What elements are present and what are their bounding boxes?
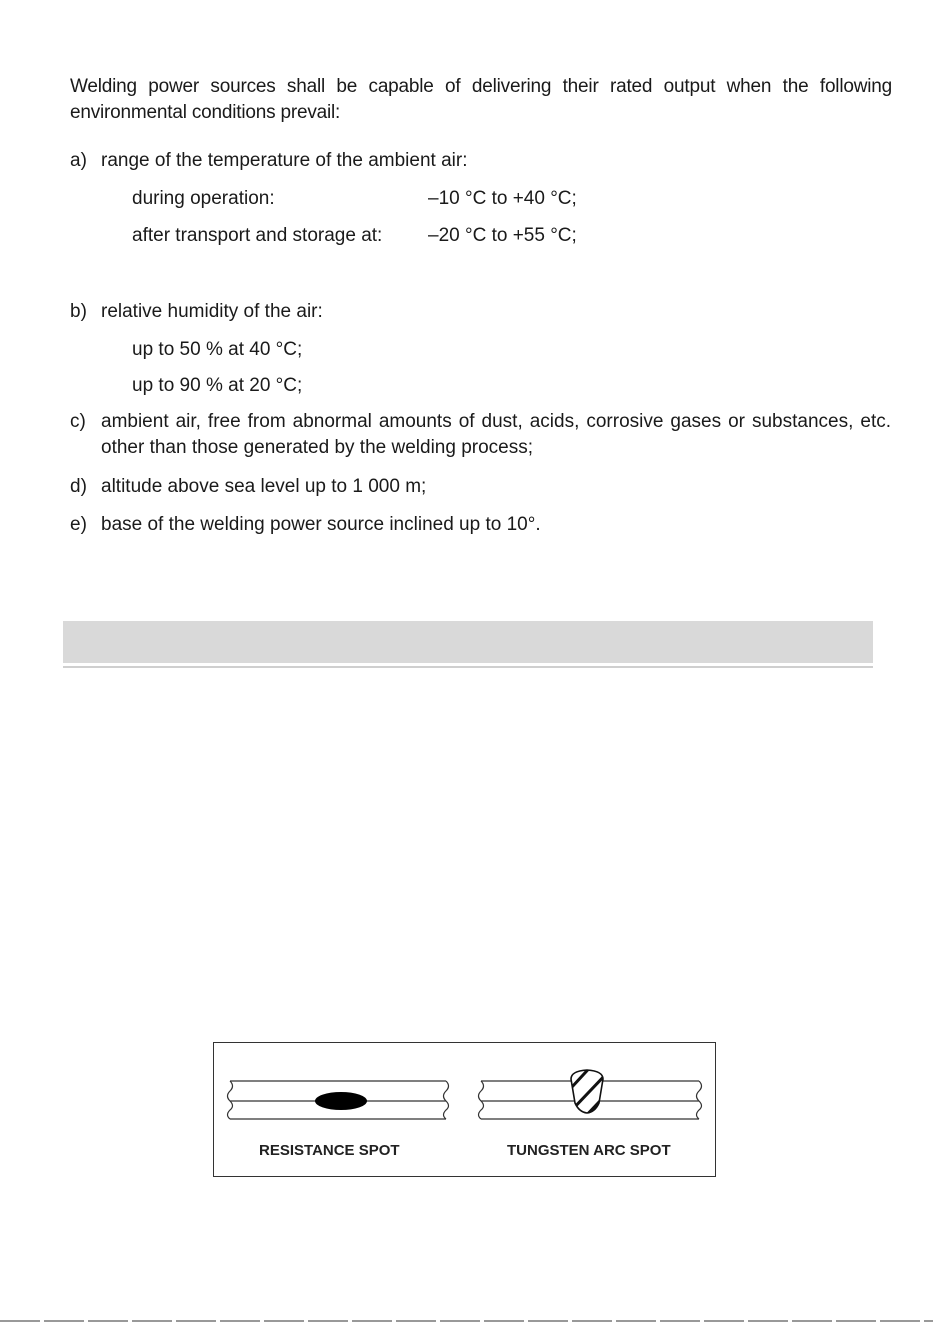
- item-text-a: range of the temperature of the ambient air:: [101, 150, 468, 171]
- item-marker-d: d): [70, 476, 87, 497]
- item-text-c: ambient air, free from abnormal amounts of dust, acids, corrosive gases or substances, etc. other than those generated by the welding process;: [101, 411, 891, 458]
- temp-storage-label: after transport and storage at:: [132, 225, 383, 246]
- item-marker-b: b): [70, 301, 87, 322]
- intro-paragraph: Welding power sources shall be capable of delivering their rated output when the following environmental conditions prevail:: [70, 76, 892, 123]
- arc-spot-weld: [571, 1070, 603, 1113]
- resistance-spot-nugget: [315, 1092, 367, 1110]
- item-marker-a: a): [70, 150, 87, 171]
- item-marker-e: e): [70, 514, 87, 535]
- temp-operation-label: during operation:: [132, 188, 275, 209]
- page-bottom-border: [0, 1320, 933, 1322]
- tungsten-arc-spot-label: TUNGSTEN ARC SPOT: [507, 1142, 671, 1159]
- humidity-line-2: up to 90 % at 20 °C;: [132, 375, 303, 396]
- resistance-spot-label: RESISTANCE SPOT: [259, 1142, 400, 1159]
- humidity-line-1: up to 50 % at 40 °C;: [132, 339, 303, 360]
- temp-storage-value: –20 °C to +55 °C;: [428, 225, 577, 246]
- temp-operation-value: –10 °C to +40 °C;: [428, 188, 577, 209]
- item-marker-c: c): [70, 411, 86, 432]
- item-text-e: base of the welding power source inclined up to 10°.: [101, 514, 541, 535]
- item-text-d: altitude above sea level up to 1 000 m;: [101, 476, 427, 497]
- item-text-b: relative humidity of the air:: [101, 301, 323, 322]
